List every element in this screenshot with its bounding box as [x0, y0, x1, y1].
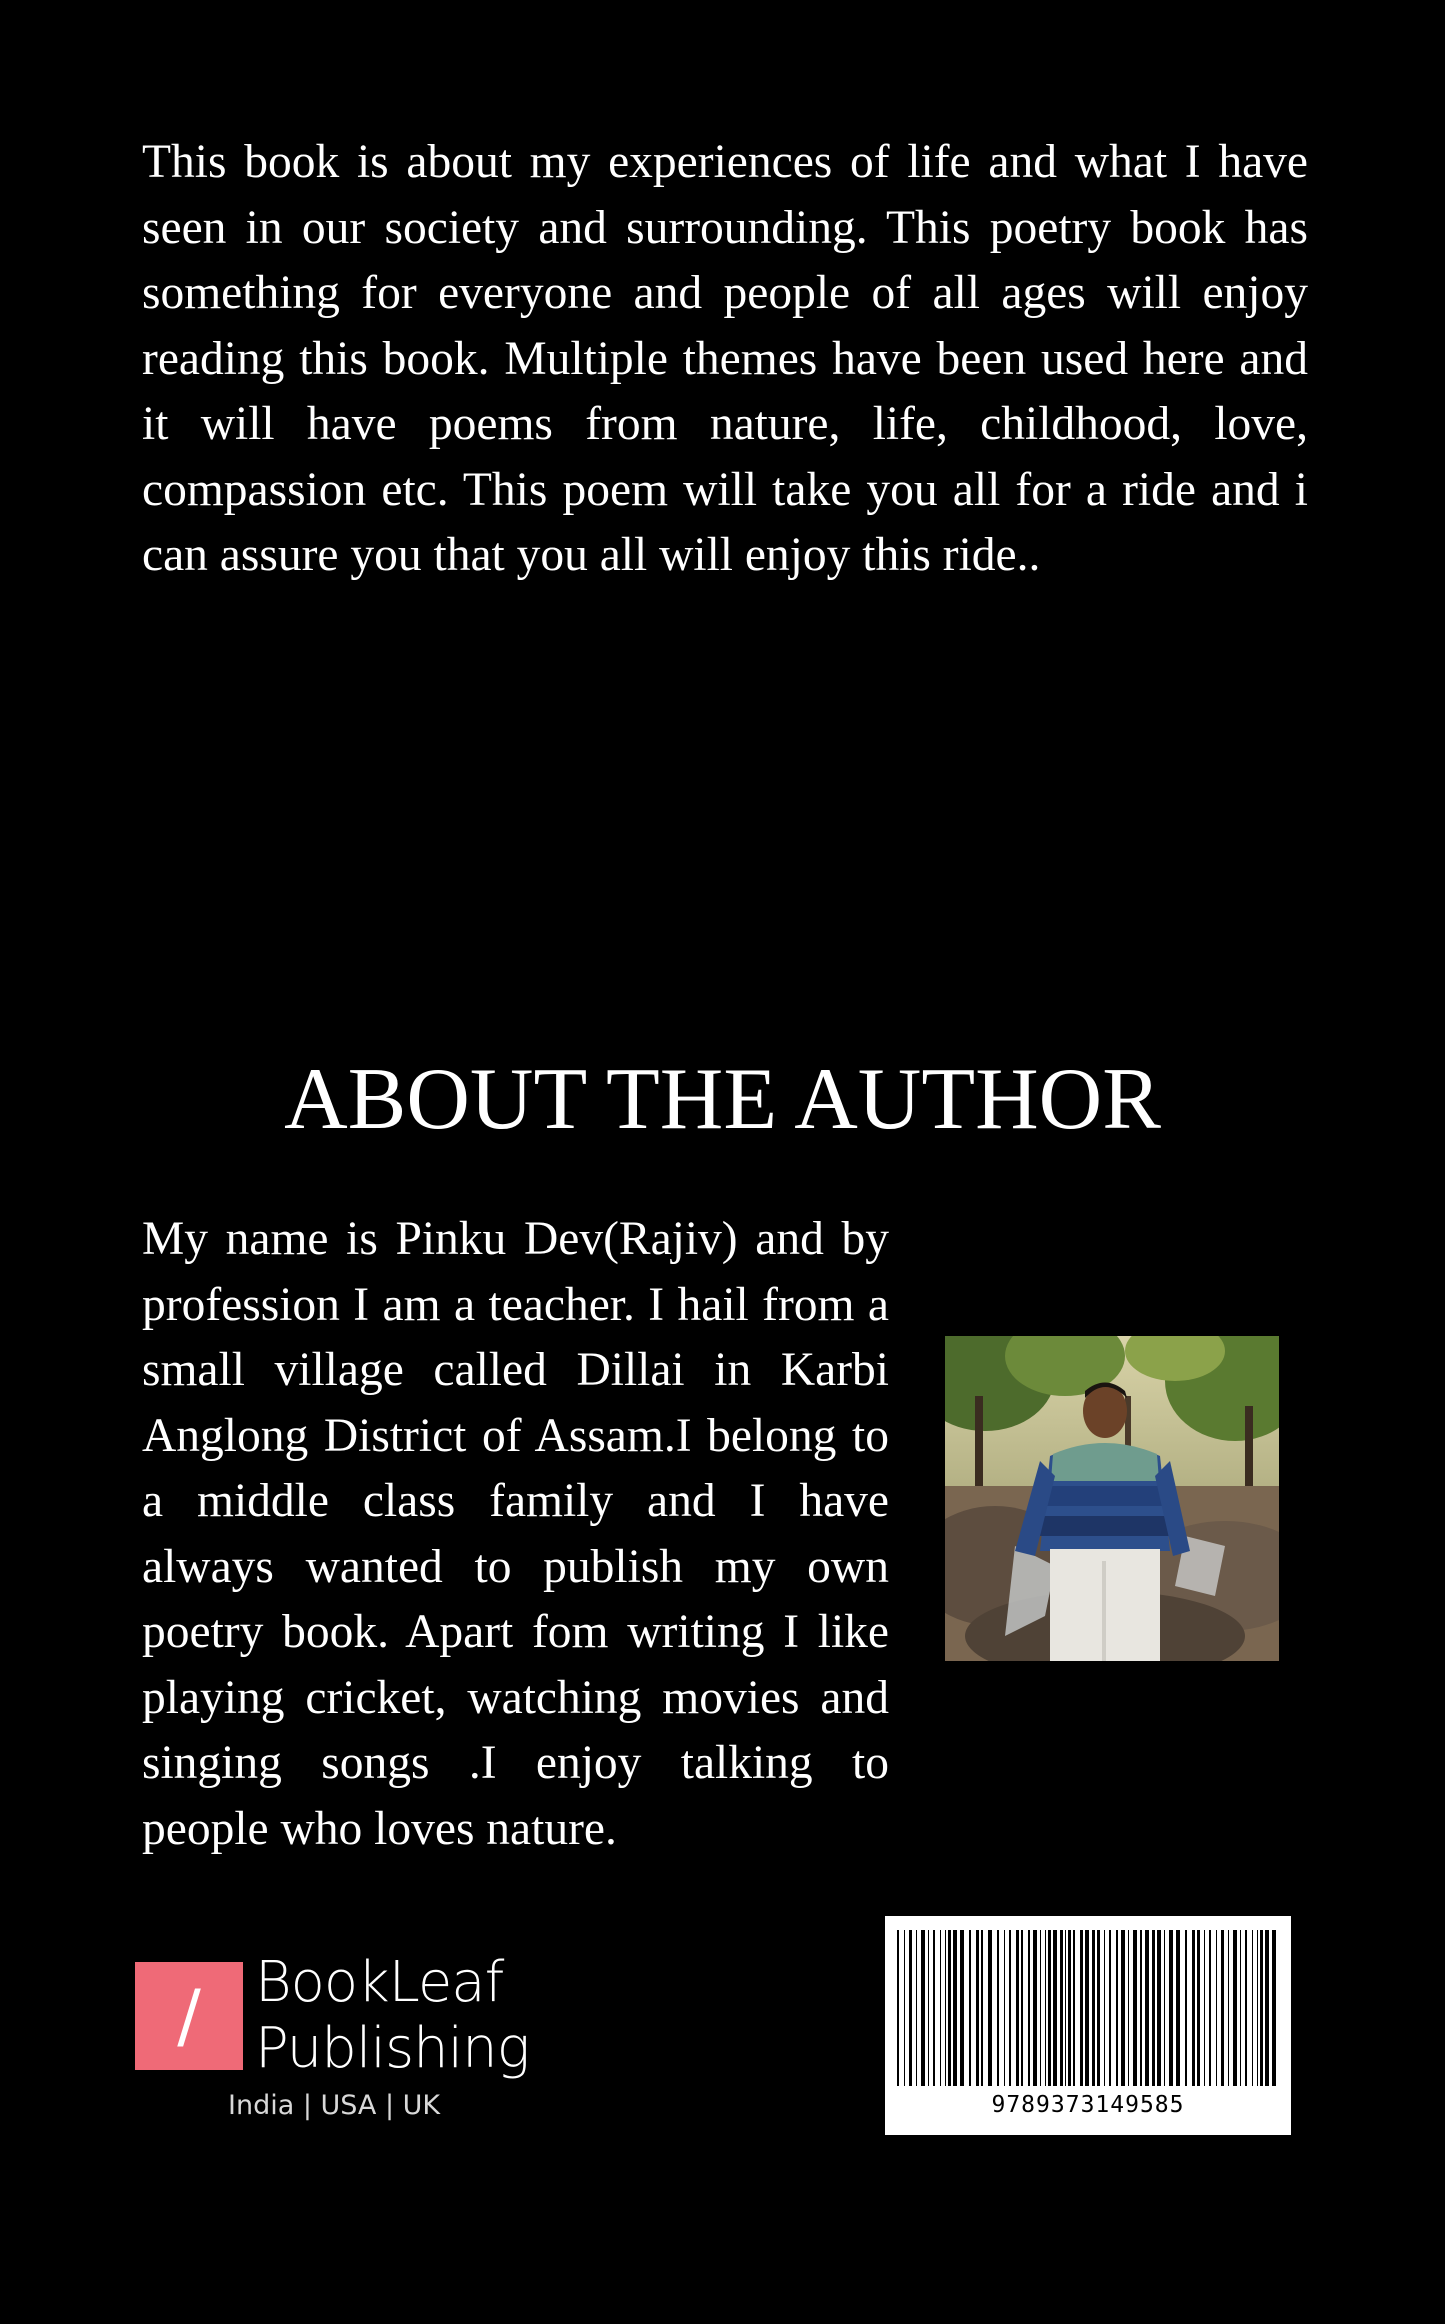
barcode-bar [1216, 1930, 1217, 2086]
barcode-bar [1133, 1930, 1137, 2086]
barcode-bar [1021, 1930, 1023, 2086]
barcode-bar [1257, 1930, 1258, 2086]
publisher-regions: India | USA | UK [228, 2090, 441, 2121]
barcode-bar [1197, 1930, 1200, 2086]
barcode-bar [897, 1930, 899, 2086]
isbn-barcode [885, 1916, 1291, 2135]
barcode-bar [1040, 1930, 1041, 2086]
barcode-bar [1016, 1930, 1019, 2086]
barcode-bar [988, 1930, 992, 2086]
barcode-bar [1228, 1930, 1229, 2086]
barcode-bar [969, 1930, 971, 2086]
barcode-bar [1176, 1930, 1180, 2086]
book-blurb: This book is about my experiences of life and what I have seen in our society and surrounding. This poetry book has something for everyone and people of all ages will enjoy reading this book. Multiple themes have been used here and it will have poems from nature, life, childhood, love, compassion etc. This poem will take you all for a ride and i can assure you that you all will enjoy this ride.. [142, 136, 1308, 581]
barcode-bar [1233, 1930, 1237, 2086]
barcode-bar [948, 1930, 951, 2086]
barcode-bar [1068, 1930, 1071, 2086]
author-photo [945, 1336, 1279, 1661]
barcode-bar [1265, 1930, 1269, 2086]
barcode-bar [1221, 1930, 1224, 2086]
publisher-name [255, 1950, 585, 2082]
barcode-bar [953, 1930, 957, 2086]
barcode-bar [997, 1930, 999, 2086]
about-author-heading: ABOUT THE AUTHOR [284, 1051, 1161, 1148]
barcode-bar [1009, 1930, 1011, 2086]
barcode-bar [1116, 1930, 1118, 2086]
barcode-bar [1085, 1930, 1089, 2086]
barcode-bar [1045, 1930, 1046, 2086]
barcode-bar [933, 1930, 935, 2086]
barcode-bar [1048, 1930, 1051, 2086]
barcode-bar [1028, 1930, 1030, 2086]
barcode-bar [921, 1930, 925, 2086]
barcode-bar [1260, 1930, 1263, 2086]
barcode-bar [1164, 1930, 1165, 2086]
barcode-bar [1140, 1930, 1142, 2086]
barcode-bar [1104, 1930, 1105, 2086]
publisher-name-line1: BookLeaf [255, 1950, 504, 2015]
barcode-bar [904, 1930, 905, 2086]
barcode-bar [1185, 1930, 1187, 2086]
barcode-bar [1004, 1930, 1005, 2086]
barcode-bar [1060, 1930, 1063, 2086]
barcode-bar [1152, 1930, 1155, 2086]
barcode-bar [1272, 1930, 1276, 2086]
isbn-number: 9789373149585 [991, 2092, 1185, 2118]
barcode-bar [1252, 1930, 1253, 2086]
barcode-bar [1097, 1930, 1100, 2086]
barcode-bar [1245, 1930, 1247, 2086]
publisher-name-line2: Publishing [255, 2016, 530, 2081]
barcode-bar [1128, 1930, 1129, 2086]
barcode-bar [1240, 1930, 1241, 2086]
barcode-bar [1033, 1930, 1037, 2086]
barcode-bar [1204, 1930, 1205, 2086]
barcode-bar [1169, 1930, 1173, 2086]
barcode-bar [940, 1930, 941, 2086]
barcode-bar [1209, 1930, 1211, 2086]
barcode-bar [976, 1930, 979, 2086]
barcode-bar [1053, 1930, 1057, 2086]
barcode-bar [1065, 1930, 1066, 2086]
barcode-bar [1092, 1930, 1095, 2086]
barcode-bar [981, 1930, 983, 2086]
barcode-bar [1157, 1930, 1161, 2086]
slash-logo-icon [135, 1962, 243, 2070]
barcode-bar [960, 1930, 964, 2086]
barcode-bar [1109, 1930, 1111, 2086]
barcode-bar [909, 1930, 912, 2086]
author-bio: My name is Pinku Dev(Rajiv) and by profession I am a teacher. I hail from a small village called Dillai in Karbi Anglong District of Assam.I belong to a middle class family and I have always wanted to publish my own poetry book. Apart fom writing I like playing cricket, watching movies and singing songs .I enjoy talking to people who loves nature. [142, 1213, 889, 1855]
barcode-bar [945, 1930, 946, 2086]
barcode-bar [1080, 1930, 1083, 2086]
barcode-bar [928, 1930, 929, 2086]
barcode-bar [1192, 1930, 1195, 2086]
barcode-bar [916, 1930, 917, 2086]
barcode-bar [1145, 1930, 1149, 2086]
barcode-bar [1121, 1930, 1125, 2086]
logo-glyph: / [177, 1975, 201, 2057]
bookleaf-publishing-logo [135, 1950, 575, 2132]
barcode-bar [1073, 1930, 1075, 2086]
